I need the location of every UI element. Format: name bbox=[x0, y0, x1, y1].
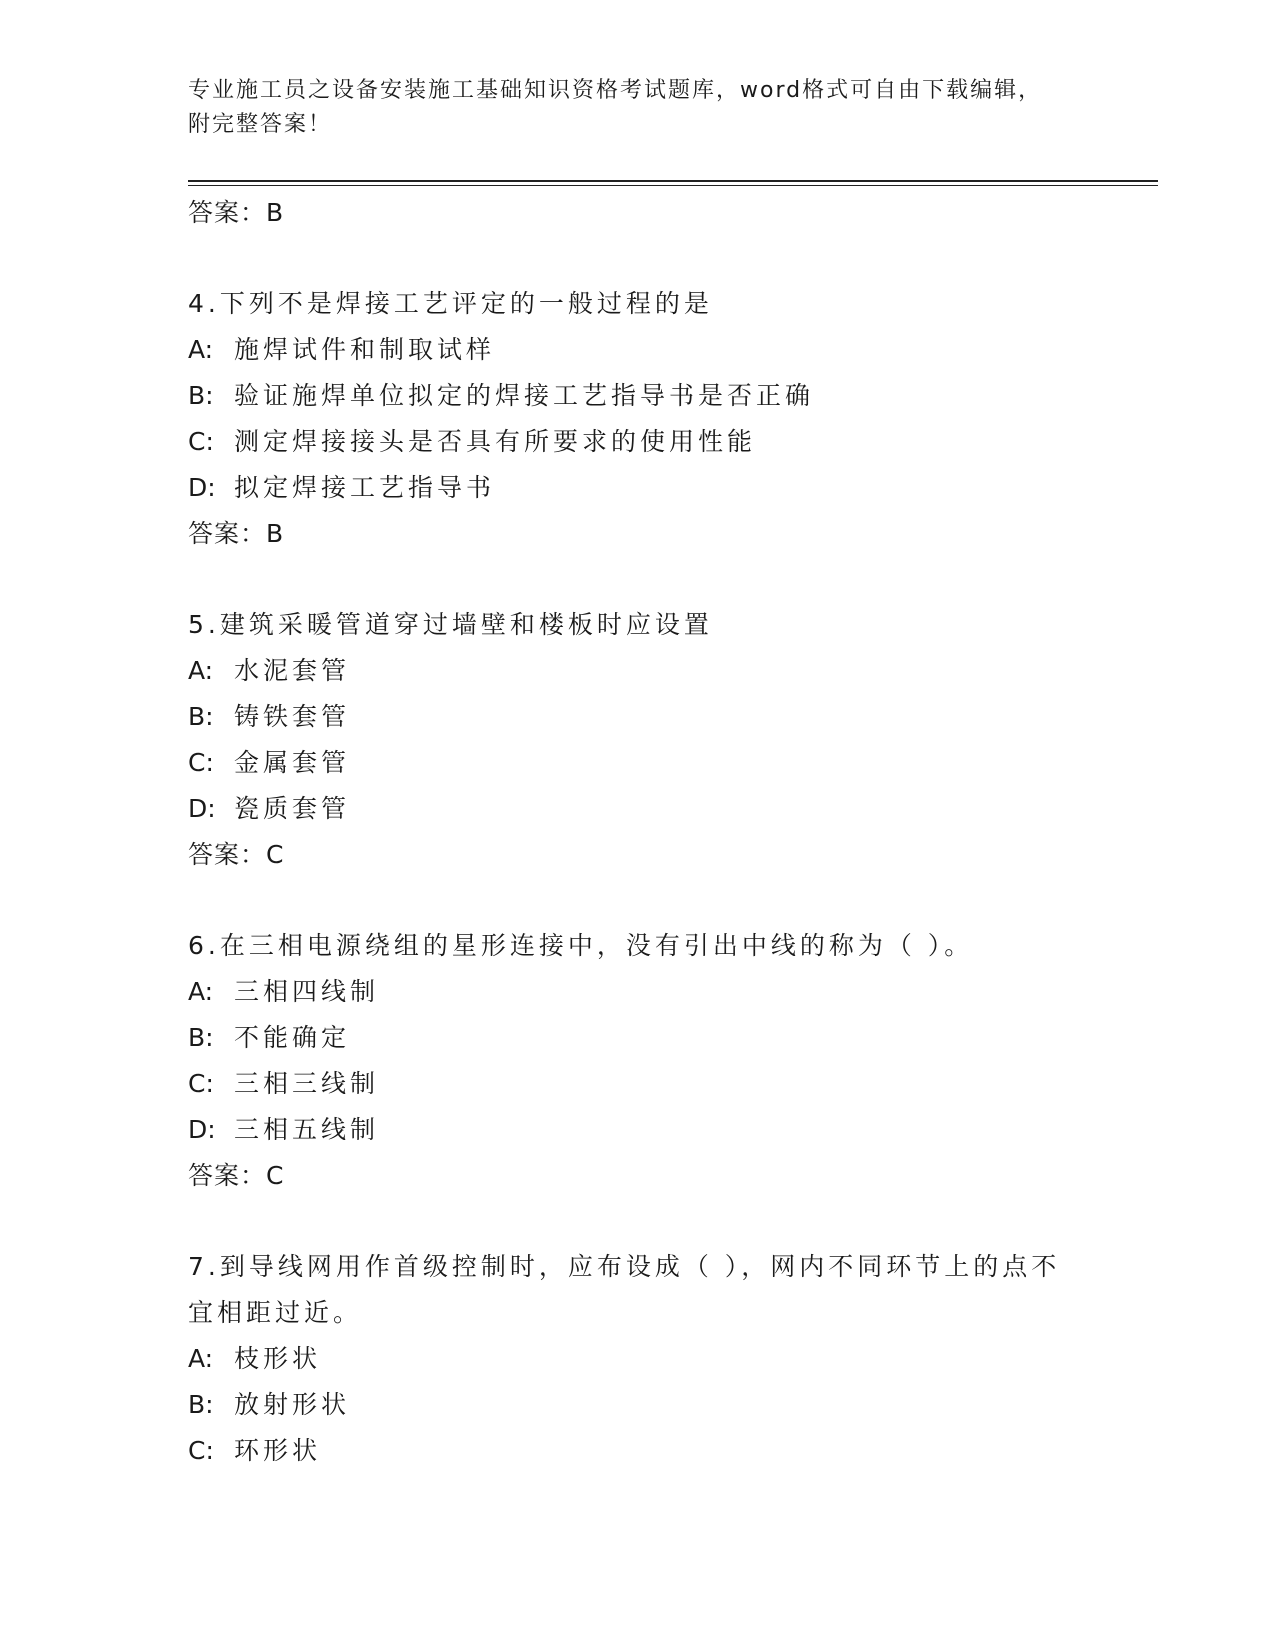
option-letter: B: bbox=[188, 702, 214, 731]
option-text: 验证施焊单位拟定的焊接工艺指导书是否正确 bbox=[234, 381, 815, 410]
option-d bbox=[188, 465, 1108, 511]
option-text: 不能确定 bbox=[234, 1023, 351, 1052]
option-text: 瓷质套管 bbox=[234, 794, 351, 823]
option-letter: D: bbox=[188, 794, 216, 823]
option-text: 三相五线制 bbox=[234, 1115, 380, 1144]
question-stem: 7.到导线网用作首级控制时，应布设成（ ），网内不同环节上的点不宜相距过近。 bbox=[188, 1252, 1061, 1327]
option-text: 金属套管 bbox=[234, 748, 351, 777]
option-text: 三相三线制 bbox=[234, 1069, 380, 1098]
option-letter: C: bbox=[188, 1436, 214, 1465]
option-letter: D: bbox=[188, 473, 216, 502]
question-stem: 4.下列不是焊接工艺评定的一般过程的是 bbox=[188, 289, 713, 318]
option-a bbox=[188, 327, 1108, 373]
answer-line: 答案：C bbox=[188, 840, 285, 869]
header-divider bbox=[188, 180, 1158, 186]
option-c bbox=[188, 1428, 1108, 1474]
option-text: 拟定焊接工艺指导书 bbox=[234, 473, 496, 502]
option-text: 环形状 bbox=[234, 1436, 322, 1465]
answer-line: 答案：B bbox=[188, 198, 285, 227]
question-stem: 5.建筑采暖管道穿过墙壁和楼板时应设置 bbox=[188, 610, 713, 639]
option-a bbox=[188, 969, 1108, 1015]
option-letter: A: bbox=[188, 656, 214, 685]
option-text: 枝形状 bbox=[234, 1344, 322, 1373]
question-block bbox=[188, 923, 1108, 1199]
question-block bbox=[188, 281, 1108, 557]
option-letter: B: bbox=[188, 1023, 214, 1052]
question-block bbox=[188, 602, 1108, 878]
option-a bbox=[188, 648, 1108, 694]
option-text: 测定焊接接头是否具有所要求的使用性能 bbox=[234, 427, 757, 456]
option-text: 三相四线制 bbox=[234, 977, 380, 1006]
option-letter: C: bbox=[188, 1069, 214, 1098]
option-letter: B: bbox=[188, 1390, 214, 1419]
answer-line: 答案：B bbox=[188, 519, 285, 548]
option-letter: C: bbox=[188, 427, 214, 456]
option-c bbox=[188, 419, 1108, 465]
option-text: 施焊试件和制取试样 bbox=[234, 335, 496, 364]
option-text: 铸铁套管 bbox=[234, 702, 351, 731]
option-d bbox=[188, 786, 1108, 832]
option-b bbox=[188, 694, 1108, 740]
header-line-2: 附完整答案！ bbox=[188, 112, 333, 137]
question-list bbox=[188, 190, 1108, 1474]
option-b bbox=[188, 373, 1108, 419]
option-letter: C: bbox=[188, 748, 214, 777]
option-d bbox=[188, 1107, 1108, 1153]
option-c bbox=[188, 740, 1108, 786]
option-letter: B: bbox=[188, 381, 214, 410]
option-letter: A: bbox=[188, 1344, 214, 1373]
option-c bbox=[188, 1061, 1108, 1107]
question-block bbox=[188, 1244, 1108, 1474]
option-text: 水泥套管 bbox=[234, 656, 351, 685]
header-line-1: 专业施工员之设备安装施工基础知识资格考试题库，word格式可自由下载编辑， bbox=[188, 78, 1043, 103]
option-b bbox=[188, 1015, 1108, 1061]
option-b bbox=[188, 1382, 1108, 1428]
option-text: 放射形状 bbox=[234, 1390, 351, 1419]
option-a bbox=[188, 1336, 1108, 1382]
question-stem: 6.在三相电源绕组的星形连接中，没有引出中线的称为（ ）。 bbox=[188, 931, 974, 960]
document-header bbox=[188, 74, 1068, 142]
option-letter: A: bbox=[188, 977, 214, 1006]
answer-line: 答案：C bbox=[188, 1161, 285, 1190]
option-letter: D: bbox=[188, 1115, 216, 1144]
option-letter: A: bbox=[188, 335, 214, 364]
